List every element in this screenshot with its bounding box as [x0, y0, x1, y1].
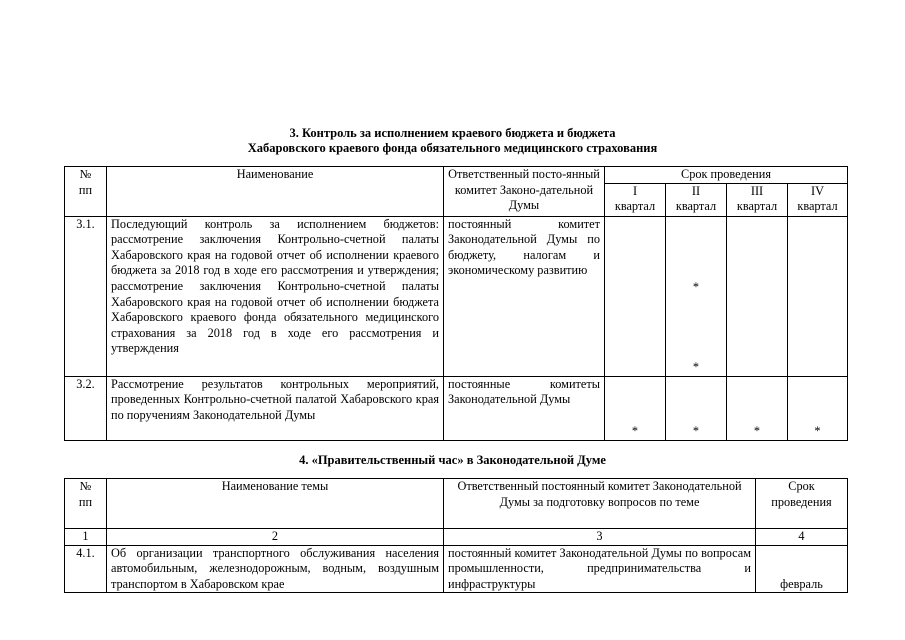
col-number: 1 — [65, 529, 107, 546]
header-responsible: Ответственный постоянный комитет Законодательной Думы за подготовку вопросов по теме — [444, 479, 756, 529]
government-hour-table — [64, 478, 848, 593]
table-row — [65, 216, 848, 376]
header-q1: I квартал — [605, 183, 666, 216]
table-row — [65, 376, 848, 440]
column-numbers-row — [65, 529, 848, 546]
row-q3 — [727, 216, 788, 376]
col-number: 4 — [756, 529, 848, 546]
header-num: № пп — [65, 167, 107, 217]
row-q4 — [788, 216, 848, 376]
row-q1 — [605, 216, 666, 376]
header-responsible: Ответственный посто-янный комитет Законо-дательной Думы — [444, 167, 605, 217]
row-responsible: постоянный комитет Законодательной Думы по вопросам промышленности, предпринимательства и инфраструктуры — [444, 545, 756, 593]
col-number: 2 — [107, 529, 444, 546]
header-q2: II квартал — [666, 183, 727, 216]
section3-title-line2: Хабаровского краевого фонда обязательного медицинского страхования — [247, 141, 658, 155]
header-name: Наименование темы — [107, 479, 444, 529]
row-num: 4.1. — [65, 545, 107, 593]
row-q4: * — [788, 376, 848, 440]
row-num: 3.2. — [65, 376, 107, 440]
row-name: Рассмотрение результатов контрольных мероприятий, проведенных Контрольно-счетной палатой Хабаровского края по поручениям Законодательной Думы — [107, 376, 444, 440]
row-q2 — [666, 216, 727, 376]
row-responsible: постоянные комитеты Законодательной Думы — [444, 376, 605, 440]
col-number: 3 — [444, 529, 756, 546]
row-responsible: постоянный комитет Законодательной Думы по бюджету, налогам и экономическому развитию — [444, 216, 605, 376]
row-name: Об организации транспортного обслуживания населения автомобильным, железнодорожным, водным, воздушным транспортом в Хабаровском крае — [107, 545, 444, 593]
section4-title: 4. «Правительственный час» в Законодательной Думе — [299, 453, 606, 467]
section3-title-line1: 3. Контроль за исполнением краевого бюджета и бюджета — [289, 126, 616, 140]
row-q1: * — [605, 376, 666, 440]
budget-control-table — [64, 166, 848, 441]
mark-q2-first: * — [692, 279, 700, 294]
header-name: Наименование — [107, 167, 444, 217]
header-period: Срок проведения — [756, 479, 848, 529]
row-period: февраль — [756, 545, 848, 593]
header-num: № пп — [65, 479, 107, 529]
row-num: 3.1. — [65, 216, 107, 376]
header-period: Срок проведения — [605, 167, 848, 184]
row-q3: * — [727, 376, 788, 440]
header-q3: III квартал — [727, 183, 788, 216]
row-q2: * — [666, 376, 727, 440]
table-row — [65, 545, 848, 593]
mark-q2-second: * — [692, 359, 700, 374]
row-name: Последующий контроль за исполнением бюджетов: рассмотрение заключения Контрольно-счетной палаты Хабаровского края на годовой отчет об исполнении краевого бюджета за 2018 год в ходе его рассмотрения и утверждения; рассмотрение заключения Контрольно-счетной палаты Хабаровского края на годовой отчет об исполнении бюджета Хабаровского краевого фонда обязательного медицинского страхования за 2018 год в ходе его рассмотрения и утверждения — [107, 216, 444, 376]
header-q4: IV квартал — [788, 183, 848, 216]
